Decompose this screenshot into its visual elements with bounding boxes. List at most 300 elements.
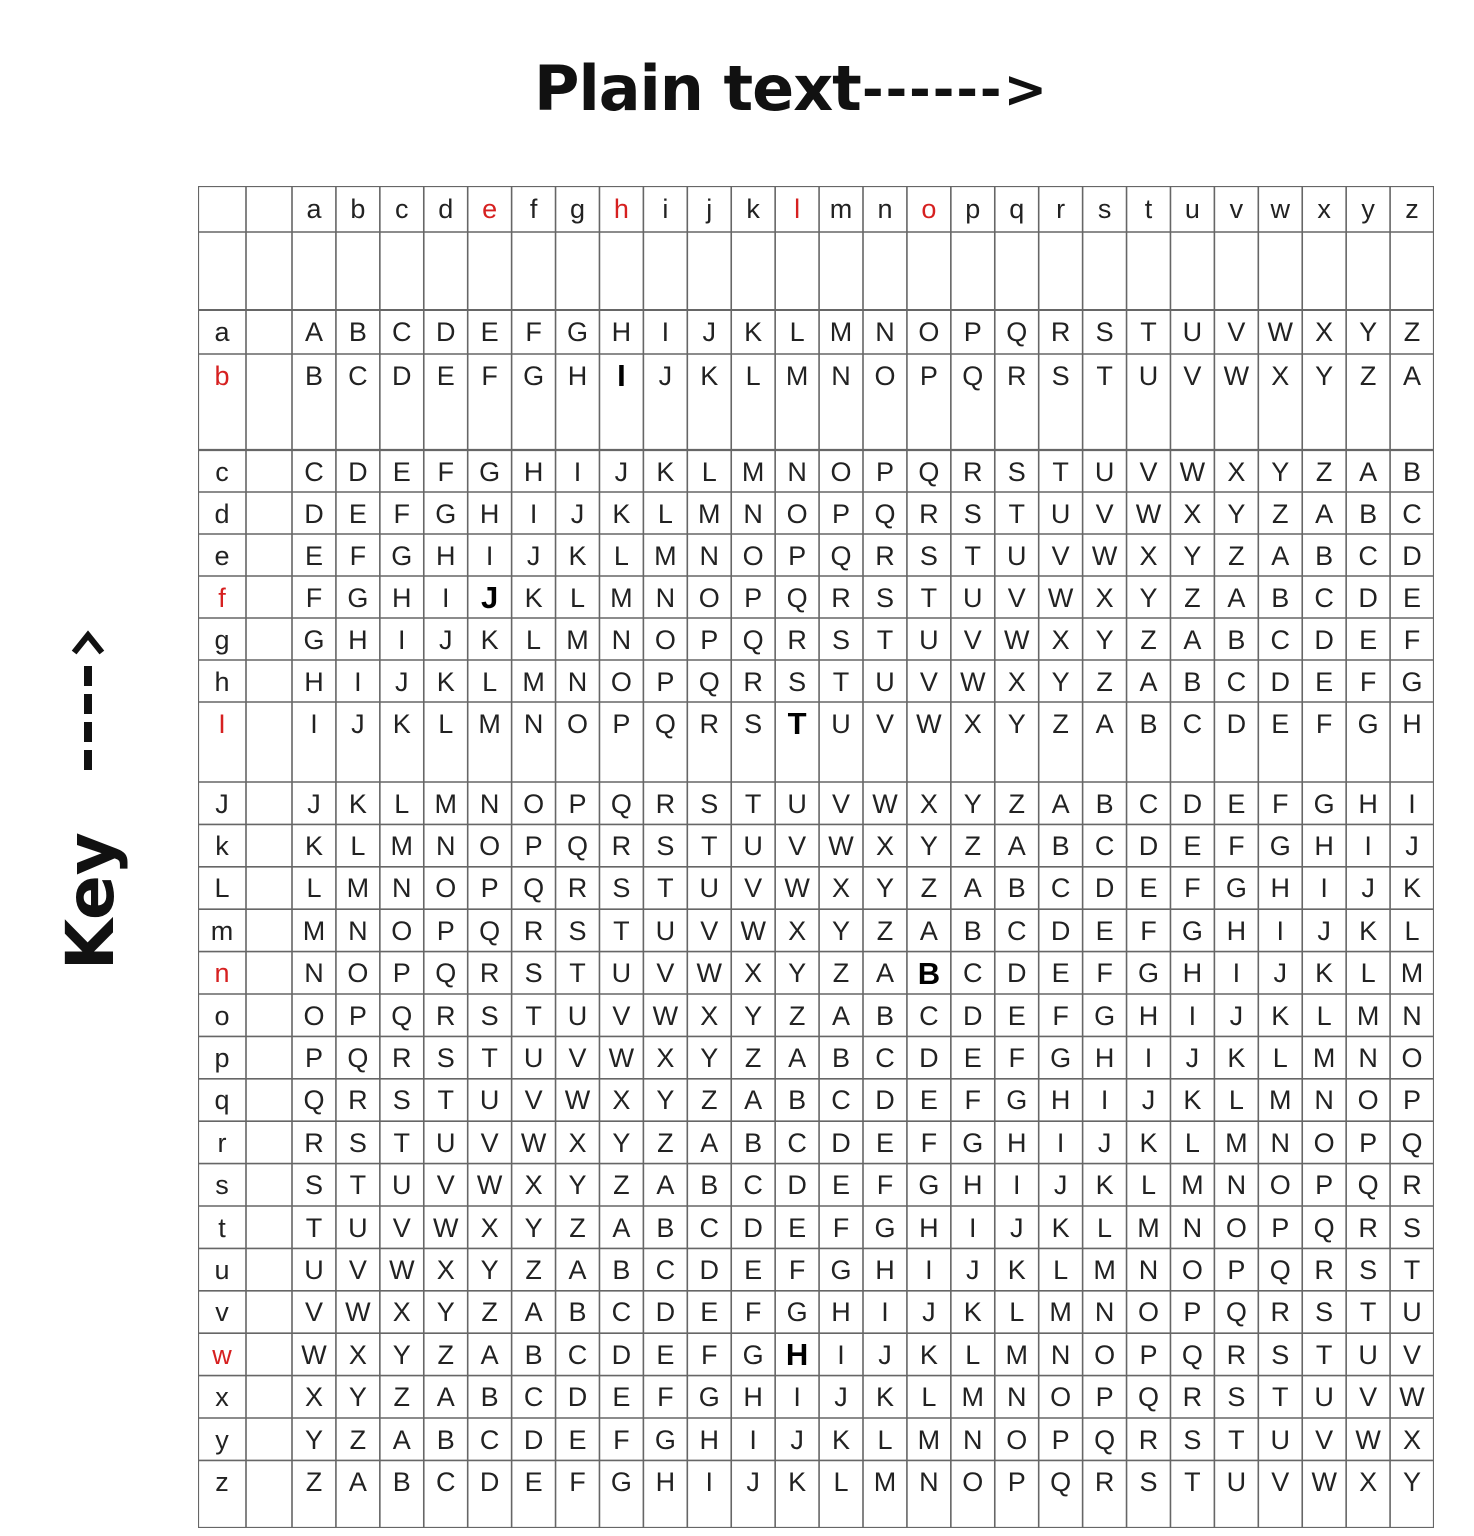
table-cell: A <box>480 1339 499 1370</box>
table-cell: H <box>1270 873 1290 904</box>
table-cell: D <box>348 456 368 487</box>
table-cell: X <box>568 1127 587 1158</box>
table-cell: B <box>524 1339 543 1370</box>
table-cell: O <box>303 1000 325 1031</box>
table-cell: P <box>480 873 499 904</box>
right-arrow-label: ------> <box>862 60 1050 120</box>
table-cell: K <box>1227 1042 1246 1073</box>
table-cell: Y <box>480 1254 499 1285</box>
table-cell: Y <box>1095 624 1114 655</box>
table-cell: Y <box>568 1170 587 1201</box>
table-cell: A <box>656 1170 675 1201</box>
table-cell: X <box>744 958 763 989</box>
table-cell: O <box>918 316 940 347</box>
table-cell: J <box>1317 915 1331 946</box>
table-cell: R <box>523 915 544 946</box>
table-cell: I <box>661 316 670 347</box>
table-cell: S <box>1359 1254 1378 1285</box>
table-cell: G <box>1269 830 1291 861</box>
table-cell: J <box>438 624 453 655</box>
table-cell: H <box>523 456 544 487</box>
table-cell: I <box>398 624 406 655</box>
table-cell: C <box>392 316 412 347</box>
table-cell: C <box>523 1382 544 1413</box>
table-cell: Z <box>481 1297 498 1328</box>
table-cell: X <box>304 1382 323 1413</box>
table-cell: T <box>1272 1382 1289 1413</box>
table-cell: P <box>1183 1297 1202 1328</box>
table-cell: Z <box>1315 456 1333 487</box>
key-cell-r: r <box>217 1127 227 1158</box>
table-cell: N <box>699 540 719 571</box>
table-cell: U <box>919 624 939 655</box>
table-cell: P <box>1403 1085 1422 1116</box>
table-cell: N <box>787 456 807 487</box>
table-cell: L <box>1184 1127 1200 1158</box>
table-cell: M <box>741 456 765 487</box>
table-cell: J <box>395 666 409 697</box>
table-cell: J <box>834 1382 848 1413</box>
table-cell: Z <box>1184 582 1201 613</box>
table-cell: W <box>520 1127 547 1158</box>
table-cell: A <box>700 1127 719 1158</box>
table-cell: W <box>872 788 898 819</box>
key-cell-L: L <box>214 873 230 904</box>
table-cell: E <box>744 1254 763 1285</box>
table-cell: K <box>436 666 455 697</box>
table-cell: A <box>788 1042 807 1073</box>
table-cell: F <box>701 1339 718 1370</box>
table-cell: P <box>1007 1466 1026 1497</box>
table-cell: T <box>349 1170 367 1201</box>
table-cell: M <box>1225 1127 1248 1158</box>
table-cell: S <box>568 915 587 946</box>
table-cell: K <box>832 1424 851 1455</box>
table-cell: R <box>348 1085 368 1116</box>
key-cell-m: m <box>210 915 234 946</box>
table-cell: S <box>304 1170 323 1201</box>
header-cell-e: e <box>482 193 498 224</box>
table-cell: O <box>1269 1170 1291 1201</box>
table-cell: A <box>1403 360 1422 391</box>
table-cell: V <box>1315 1424 1334 1455</box>
table-cell: B <box>700 1170 719 1201</box>
table-cell: O <box>1050 1382 1072 1413</box>
table-cell: C <box>963 958 983 989</box>
key-cell-d: d <box>214 498 230 529</box>
table-cell: A <box>304 316 323 347</box>
header-cell-w: w <box>1270 193 1290 224</box>
table-cell: Z <box>744 1042 762 1073</box>
table-cell: E <box>348 498 367 529</box>
table-cell: Q <box>1137 1382 1159 1413</box>
table-cell: X <box>832 873 851 904</box>
table-cell: B <box>832 1042 851 1073</box>
table-cell: M <box>1269 1085 1292 1116</box>
table-cell: K <box>348 788 367 819</box>
table-cell: N <box>655 582 676 613</box>
table-cell: F <box>876 1170 894 1201</box>
table-cell: B <box>917 955 941 991</box>
table-cell: O <box>786 498 808 529</box>
table-cell: X <box>1139 540 1158 571</box>
table-cell: G <box>347 582 369 613</box>
table-cell: Z <box>305 1466 323 1497</box>
table-cell: E <box>875 1127 894 1158</box>
table-cell: K <box>700 360 719 391</box>
table-cell: A <box>1007 830 1026 861</box>
table-cell: H <box>743 1382 763 1413</box>
table-cell: Q <box>874 498 896 529</box>
table-cell: K <box>1403 873 1422 904</box>
table-cell: F <box>920 1127 938 1158</box>
table-cell: Q <box>347 1042 369 1073</box>
table-cell: P <box>1139 1339 1158 1370</box>
table-cell: Y <box>744 1000 763 1031</box>
table-cell: H <box>1358 788 1378 819</box>
table-cell: L <box>569 582 585 613</box>
table-cell: Z <box>701 1085 718 1116</box>
table-cell: W <box>784 873 810 904</box>
table-cell: Y <box>1051 666 1070 697</box>
key-cell-x: x <box>215 1382 229 1413</box>
table-cell: J <box>790 1424 804 1455</box>
table-cell: T <box>787 706 807 741</box>
table-cell: R <box>611 830 632 861</box>
table-cell: M <box>829 316 853 347</box>
key-cell-u: u <box>214 1254 230 1285</box>
table-cell: U <box>523 1042 544 1073</box>
table-cell: V <box>875 708 894 739</box>
table-cell: N <box>479 788 500 819</box>
table-cell: U <box>435 1127 456 1158</box>
table-cell: T <box>1184 1466 1201 1497</box>
table-cell: A <box>919 915 938 946</box>
table-cell: B <box>304 360 323 391</box>
table-cell: G <box>874 1212 896 1243</box>
table-cell: D <box>523 1424 544 1455</box>
table-cell: R <box>963 456 983 487</box>
table-cell: X <box>1183 498 1202 529</box>
table-cell: R <box>1182 1382 1203 1413</box>
table-cell: V <box>1359 1382 1378 1413</box>
table-cell: J <box>658 360 673 391</box>
table-cell: A <box>1095 708 1114 739</box>
table-cell: M <box>566 624 589 655</box>
table-cell: Q <box>435 958 457 989</box>
table-cell: X <box>1227 456 1246 487</box>
table-cell: D <box>699 1254 719 1285</box>
table-cell: I <box>881 1297 889 1328</box>
table-cell: E <box>1007 1000 1026 1031</box>
table-cell: S <box>1051 360 1070 391</box>
table-cell: F <box>1359 666 1377 697</box>
table-cell: V <box>919 666 938 697</box>
table-cell: T <box>305 1212 323 1243</box>
key-cell-c: c <box>215 456 229 487</box>
key-cell-I: I <box>218 708 226 739</box>
table-cell: F <box>1403 624 1421 655</box>
key-cell-z: z <box>215 1466 229 1497</box>
table-cell: A <box>744 1085 763 1116</box>
table-cell: X <box>612 1085 631 1116</box>
table-cell: S <box>392 1085 411 1116</box>
table-cell: B <box>744 1127 763 1158</box>
key-cell-f: f <box>218 582 226 613</box>
table-cell: N <box>1270 1127 1290 1158</box>
table-cell: H <box>1314 830 1334 861</box>
table-cell: W <box>1399 1382 1425 1413</box>
table-cell: U <box>831 708 851 739</box>
table-cell: R <box>655 788 676 819</box>
table-cell: S <box>348 1127 367 1158</box>
table-cell: M <box>1137 1212 1160 1243</box>
table-cell: F <box>1096 958 1113 989</box>
table-cell: Q <box>610 788 632 819</box>
table-cell: W <box>1091 540 1118 571</box>
table-cell: Q <box>391 1000 413 1031</box>
table-cell: K <box>1139 1127 1158 1158</box>
table-cell: I <box>1364 830 1372 861</box>
table-cell: G <box>654 1424 676 1455</box>
table-cell: E <box>1403 582 1422 613</box>
table-cell: U <box>1050 498 1071 529</box>
table-cell: X <box>524 1170 543 1201</box>
vigenere-table <box>198 186 1434 1528</box>
table-cell: X <box>392 1297 411 1328</box>
key-cell-s: s <box>215 1170 229 1201</box>
table-cell: K <box>963 1297 982 1328</box>
table-cell: O <box>962 1466 984 1497</box>
table-cell: M <box>873 1466 897 1497</box>
table-cell: I <box>1144 1042 1153 1073</box>
table-cell: T <box>569 958 586 989</box>
table-cell: K <box>1183 1085 1202 1116</box>
key-cell-g: g <box>214 624 230 655</box>
table-cell: B <box>1139 708 1158 739</box>
table-cell: S <box>700 788 719 819</box>
table-cell: F <box>613 1424 630 1455</box>
table-cell: L <box>877 1424 893 1455</box>
table-cell: O <box>874 360 896 391</box>
table-cell: V <box>568 1042 587 1073</box>
table-cell: V <box>392 1212 411 1243</box>
table-cell: V <box>612 1000 631 1031</box>
table-cell: W <box>652 1000 679 1031</box>
table-cell: J <box>351 708 365 739</box>
table-cell: N <box>919 1466 939 1497</box>
table-cell: E <box>832 1170 851 1201</box>
key-cell-b: b <box>214 360 230 391</box>
table-cell: R <box>1358 1212 1378 1243</box>
table-cell: R <box>567 873 588 904</box>
table-cell: Q <box>1050 1466 1072 1497</box>
table-cell: P <box>436 915 455 946</box>
table-cell: A <box>1183 624 1202 655</box>
table-cell: P <box>1315 1170 1334 1201</box>
table-cell: L <box>1097 1212 1113 1243</box>
table-cell: H <box>1138 1000 1159 1031</box>
table-cell: Z <box>964 830 982 861</box>
table-cell: E <box>1183 830 1202 861</box>
table-cell: P <box>963 316 982 347</box>
table-cell: S <box>963 498 982 529</box>
table-cell: A <box>524 1297 543 1328</box>
table-cell: G <box>918 1170 940 1201</box>
table-cell: A <box>436 1382 455 1413</box>
table-cell: Q <box>1181 1339 1203 1370</box>
table-cell: B <box>1271 582 1290 613</box>
table-cell: X <box>1095 582 1114 613</box>
table-cell: R <box>831 582 851 613</box>
table-cell: N <box>1402 1000 1422 1031</box>
table-cell: X <box>875 830 894 861</box>
table-cell: S <box>919 540 938 571</box>
table-cell: M <box>522 666 545 697</box>
table-cell: Z <box>1096 666 1113 697</box>
table-cell: R <box>479 958 500 989</box>
table-cell: B <box>392 1466 411 1497</box>
table-cell: T <box>613 915 630 946</box>
header-cell-t: t <box>1144 193 1153 224</box>
table-cell: U <box>304 1254 324 1285</box>
table-cell: S <box>1315 1297 1334 1328</box>
table-cell: J <box>922 1297 936 1328</box>
table-cell: D <box>435 316 456 347</box>
table-cell: U <box>1006 540 1027 571</box>
table-cell: T <box>964 540 982 571</box>
table-cell: E <box>1315 666 1334 697</box>
table-cell: D <box>1358 582 1378 613</box>
header-cell-u: u <box>1184 193 1200 224</box>
table-cell: F <box>525 316 542 347</box>
header-cell-f: f <box>529 193 538 224</box>
key-cell-v: v <box>215 1297 229 1328</box>
table-cell: F <box>964 1085 982 1116</box>
table-cell: K <box>1095 1170 1114 1201</box>
table-cell: J <box>966 1254 980 1285</box>
table-cell: K <box>1315 958 1334 989</box>
table-cell: Y <box>304 1424 323 1455</box>
table-cell: W <box>1179 456 1206 487</box>
table-cell: W <box>1355 1424 1381 1455</box>
table-cell: M <box>1093 1254 1116 1285</box>
table-cell: C <box>1226 666 1247 697</box>
table-cell: Z <box>1052 708 1069 739</box>
table-cell: C <box>875 1042 895 1073</box>
table-cell: O <box>435 873 457 904</box>
table-cell: C <box>479 1424 500 1455</box>
table-cell: P <box>1095 1382 1114 1413</box>
table-cell: L <box>1009 1297 1025 1328</box>
header-cell-z: z <box>1405 193 1419 224</box>
table-cell: W <box>345 1297 371 1328</box>
header-cell-o: o <box>921 193 937 224</box>
table-cell: G <box>391 540 413 571</box>
table-cell: R <box>875 540 895 571</box>
table-cell: N <box>392 873 412 904</box>
table-cell: U <box>699 873 719 904</box>
table-cell: U <box>567 1000 588 1031</box>
table-cell: R <box>435 1000 456 1031</box>
table-cell: V <box>1095 498 1114 529</box>
table-cell: Z <box>437 1339 454 1370</box>
table-cell: L <box>965 1339 981 1370</box>
table-cell: P <box>1271 1212 1290 1243</box>
table-cell: S <box>1183 1424 1202 1455</box>
table-cell: B <box>1183 666 1202 697</box>
table-cell: C <box>699 1212 719 1243</box>
table-cell: L <box>921 1382 937 1413</box>
table-cell: I <box>1276 915 1285 946</box>
table-cell: R <box>743 666 763 697</box>
table-cell: A <box>392 1424 411 1455</box>
table-cell: H <box>831 1297 851 1328</box>
table-cell: W <box>608 1042 635 1073</box>
table-cell: C <box>1270 624 1290 655</box>
table-cell: G <box>479 456 501 487</box>
key-cell-J: J <box>215 788 229 819</box>
table-cell: I <box>1408 788 1416 819</box>
table-cell: T <box>1403 1254 1421 1285</box>
table-cell: M <box>1400 958 1424 989</box>
key-cell-n: n <box>214 958 230 989</box>
table-cell: F <box>1228 830 1245 861</box>
table-cell: G <box>1225 873 1247 904</box>
table-cell: U <box>963 582 983 613</box>
table-cell: R <box>1270 1297 1290 1328</box>
table-cell: M <box>1356 1000 1380 1031</box>
table-cell: V <box>700 915 719 946</box>
table-cell: S <box>524 958 543 989</box>
table-cell: T <box>920 582 938 613</box>
table-cell: D <box>479 1466 500 1497</box>
table-cell: U <box>655 915 676 946</box>
table-cell: X <box>1051 624 1070 655</box>
table-cell: I <box>573 456 582 487</box>
table-cell: Y <box>919 830 938 861</box>
table-cell: P <box>656 666 675 697</box>
table-cell: X <box>919 788 938 819</box>
table-cell: L <box>1404 915 1420 946</box>
table-cell: W <box>301 1339 327 1370</box>
table-cell: L <box>482 666 498 697</box>
key-axis-label: Key <box>52 832 129 970</box>
table-cell: P <box>700 624 719 655</box>
table-cell: O <box>1357 1085 1379 1116</box>
table-cell: C <box>1006 915 1027 946</box>
table-cell: S <box>832 624 851 655</box>
table-cell: G <box>1401 666 1423 697</box>
table-cell: L <box>789 316 805 347</box>
table-cell: G <box>1137 958 1159 989</box>
table-cell: A <box>568 1254 587 1285</box>
table-cell: E <box>304 540 323 571</box>
table-cell: Y <box>832 915 851 946</box>
table-cell: J <box>1097 1127 1112 1158</box>
table-cell: B <box>1403 456 1422 487</box>
arrowhead-icon <box>68 630 108 656</box>
table-cell: Q <box>479 915 501 946</box>
table-cell: K <box>480 624 499 655</box>
table-cell: N <box>1182 1212 1203 1243</box>
header-cell-c: c <box>395 193 409 224</box>
table-cell: G <box>435 498 457 529</box>
table-cell: W <box>696 958 722 989</box>
table-cell: E <box>392 456 411 487</box>
table-cell: B <box>1359 498 1378 529</box>
table-cell: Y <box>963 788 982 819</box>
